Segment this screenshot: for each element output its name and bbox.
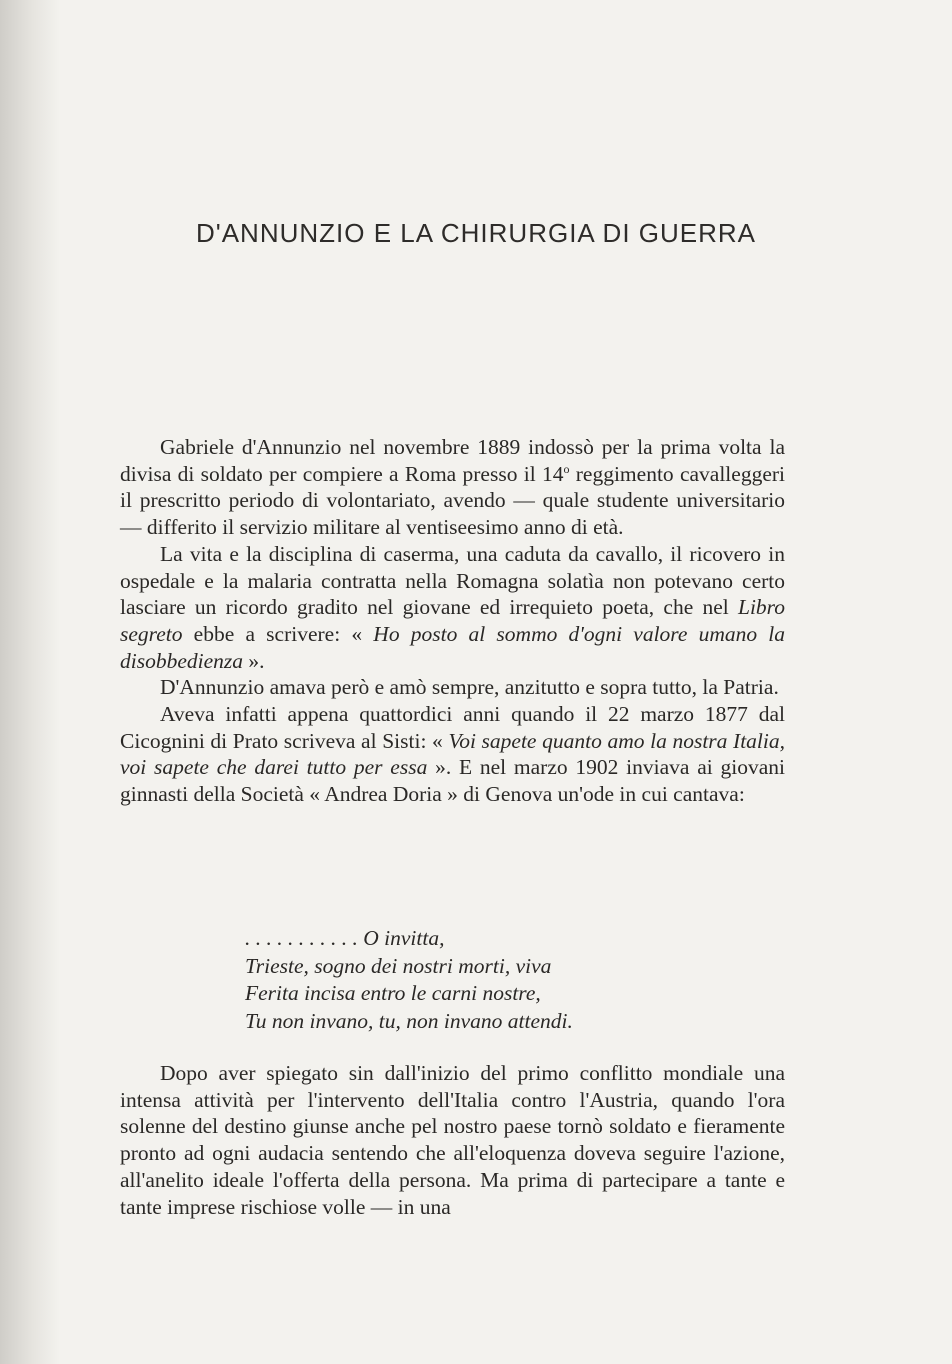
paragraph-4-text-b: ». E nel marzo 1902 inviava ai giovani ginnasti della Società « Andrea Doria » di Genova un'ode in cui cantava: [120,755,785,807]
paragraph-1-text-b: reggimento cavalleggeri il prescritto periodo di volontariato, avendo — quale studente universitario — differito il servizio militare al ventiseesimo anno di età. [120,461,785,540]
paragraph-5: Dopo aver spiegato sin dall'inizio del primo conflitto mondiale una intensa attività per l'intervento dell'Italia contro l'Austria, quando l'ora solenne del destino giunse anche pel nostro paese tornò soldato e fieramente pronto ad ogni audacia sentendo che all'eloquenza doveva seguire l'azione, all'anelito ideale l'offerta della persona. Ma prima di partecipare a tante e tante imprese rischiose volle — in una [120,1061,785,1219]
ordinal-superscript: o [563,461,570,476]
paragraph-2-text-c: ». [243,648,265,673]
paragraph-2 [120,541,785,675]
paragraph-1 [120,434,785,541]
verse-line-4: Tu non invano, tu, non invano attendi. [245,1008,573,1033]
verse-line-1: . . . . . . . . . . . O invitta, [245,926,445,950]
quotation: Ho posto al sommo d'ogni valore umano la disobbedienza [120,621,786,673]
body-text-lower [120,1060,785,1220]
quotation: Voi sapete quanto amo la nostra Italia, voi sapete che darei tutto per essa [120,728,785,780]
page-title: D'ANNUNZIO E LA CHIRURGIA DI GUERRA [195,218,757,248]
paragraph-4 [120,701,785,808]
body-text-upper [120,434,785,808]
paragraph-2-text-a: La vita e la disciplina di caserma, una caduta da cavallo, il ricovero in ospedale e la malaria contratta nella Romagna solatìa non potevano certo lasciare un ricordo gradito nel giovane ed irrequieto poeta, che nel [120,541,785,620]
verse-line-2: Trieste, sogno dei nostri morti, viva [245,953,552,978]
paragraph-4-text-a: Aveva infatti appena quattordici anni quando il 22 marzo 1877 dal Cicognini di Prato scriveva al Sisti: « [120,702,785,753]
paragraph-1-text-a: Gabriele d'Annunzio nel novembre 1889 indossò per la prima volta la divisa di soldato per compiere a Roma presso il 14 [120,435,785,486]
page-edge-shadow [0,0,60,1364]
book-title: Libro segreto [120,595,785,646]
paragraph-2-text-b: ebbe a scrivere: « [182,621,374,646]
verse-line-3: Ferita incisa entro le carni nostre, [245,981,541,1005]
paragraph-3: D'Annunzio amava però e amò sempre, anzitutto e sopra tutto, la Patria. [160,675,779,700]
verse-quotation [245,925,573,1035]
